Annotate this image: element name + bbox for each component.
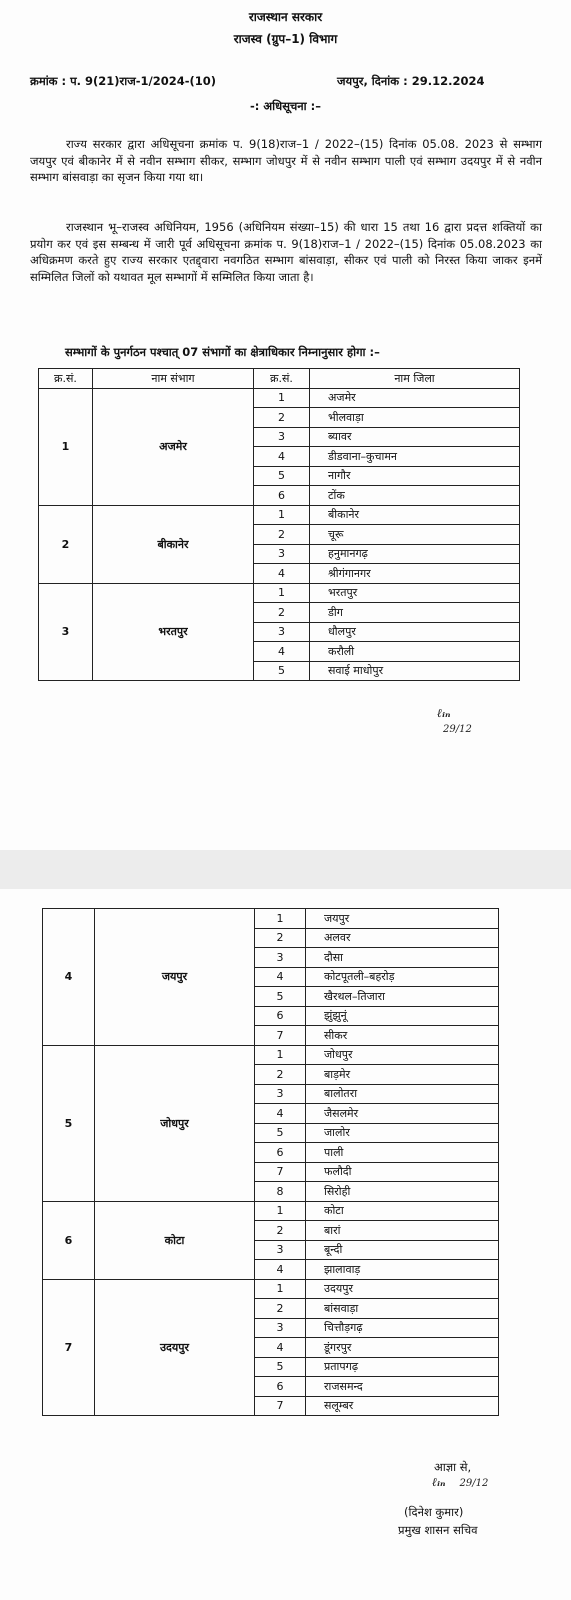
district-serial: 5: [254, 661, 310, 681]
division-serial: 7: [43, 1279, 95, 1416]
division-name: अजमेर: [93, 388, 254, 505]
district-name: नागौर: [310, 466, 520, 486]
district-serial: 4: [254, 564, 310, 584]
notice-title: -: अधिसूचना :–: [249, 99, 321, 113]
order-text: आज्ञा से,: [434, 1460, 472, 1474]
district-name: ब्यावर: [310, 427, 520, 447]
signatory-initial-signature: ℓᵢₙ 29/12: [432, 1475, 489, 1489]
header-district-sno: क्र.सं.: [254, 369, 310, 389]
district-name: दौसा: [306, 948, 499, 968]
district-name: जैसलमेर: [306, 1104, 499, 1124]
district-name: झुंझुनूं: [306, 1006, 499, 1026]
division-name: जयपुर: [95, 909, 255, 1046]
table-row: [43, 1279, 499, 1299]
district-serial: 6: [254, 486, 310, 506]
district-name: भरतपुर: [310, 583, 520, 603]
district-serial: 6: [255, 1006, 306, 1026]
district-serial: 1: [254, 505, 310, 525]
division-name: जोधपुर: [95, 1045, 255, 1201]
district-name: खैरथल–तिजारा: [306, 987, 499, 1007]
district-name: जोधपुर: [306, 1045, 499, 1065]
table-row: [39, 388, 520, 408]
signatory-name: (दिनेश कुमार): [404, 1505, 464, 1519]
district-name: करौली: [310, 642, 520, 662]
district-serial: 7: [255, 1396, 306, 1416]
district-name: राजसमन्द: [306, 1377, 499, 1397]
district-serial: 2: [255, 1221, 306, 1241]
district-name: चूरू: [310, 525, 520, 545]
district-name: उदयपुर: [306, 1279, 499, 1299]
place-date: जयपुर, दिनांक : 29.12.2024: [337, 74, 485, 88]
district-name: बारां: [306, 1221, 499, 1241]
district-serial: 1: [254, 388, 310, 408]
reference-number: क्रमांक : प. 9(21)राज-1/2024-(10): [30, 74, 217, 88]
district-serial: 2: [255, 928, 306, 948]
district-name: जयपुर: [306, 909, 499, 929]
district-serial: 1: [255, 909, 306, 929]
district-serial: 1: [255, 1279, 306, 1299]
paragraph-2: राजस्थान भू–राजस्व अधिनियम, 1956 (अधिनियम संख्या–15) की धारा 15 तथा 16 द्वारा प्रदत्त शक्तियों का प्रयोग कर एवं इस सम्बन्ध में जारी पूर्व अधिसूचना क्रमांक प. 9(18)राज–1 / 2022–(15) दिनांक 05.08.2023 का अधिक्रमण करते हुए राज्य सरकार एतद्द्वारा नवगठित सम्भाग बांसवाड़ा, सीकर एवं पाली को निरस्त किया जाकर इनमें सम्मिलित जिलों को यथावत मूल सम्भागों में सम्मिलित किया जाता है।: [30, 220, 542, 284]
district-name: बीकानेर: [310, 505, 520, 525]
district-name: सवाई माधोपुर: [310, 661, 520, 681]
district-name: अजमेर: [310, 388, 520, 408]
table-row: [43, 1201, 499, 1221]
district-name: चित्तौड़गढ़: [306, 1318, 499, 1338]
table-row: [39, 505, 520, 525]
district-name: झालावाड़: [306, 1260, 499, 1280]
district-serial: 3: [255, 948, 306, 968]
divisions-table-part-1: [38, 368, 520, 681]
district-serial: 1: [255, 1045, 306, 1065]
header-district-name: नाम जिला: [310, 369, 520, 389]
divisions-table-part-2: [42, 908, 499, 1416]
district-name: कोटपूतली–बहरोड़: [306, 967, 499, 987]
header-sno: क्र.सं.: [39, 369, 93, 389]
district-name: कोटा: [306, 1201, 499, 1221]
division-serial: 5: [43, 1045, 95, 1201]
district-name: टोंक: [310, 486, 520, 506]
district-serial: 3: [255, 1318, 306, 1338]
district-name: बालोतरा: [306, 1084, 499, 1104]
district-serial: 4: [254, 447, 310, 467]
district-serial: 3: [255, 1084, 306, 1104]
district-name: अलवर: [306, 928, 499, 948]
district-serial: 3: [255, 1240, 306, 1260]
district-serial: 1: [255, 1201, 306, 1221]
district-serial: 4: [254, 642, 310, 662]
district-serial: 4: [255, 1260, 306, 1280]
district-name: डूंगरपुर: [306, 1338, 499, 1358]
division-serial: 3: [39, 583, 93, 681]
district-name: भीलवाड़ा: [310, 408, 520, 428]
district-name: श्रीगंगानगर: [310, 564, 520, 584]
district-serial: 4: [255, 967, 306, 987]
district-name: सीकर: [306, 1026, 499, 1046]
district-serial: 2: [255, 1299, 306, 1319]
district-name: सिरोही: [306, 1182, 499, 1202]
signatory-title: प्रमुख शासन सचिव: [398, 1523, 478, 1537]
district-serial: 5: [255, 1123, 306, 1143]
district-name: जालोर: [306, 1123, 499, 1143]
district-name: फलौदी: [306, 1162, 499, 1182]
district-serial: 2: [255, 1065, 306, 1085]
district-serial: 2: [254, 603, 310, 623]
district-serial: 5: [255, 987, 306, 1007]
district-serial: 5: [254, 466, 310, 486]
district-name: बांसवाड़ा: [306, 1299, 499, 1319]
district-name: हनुमानगढ़: [310, 544, 520, 564]
division-serial: 2: [39, 505, 93, 583]
table-row: [43, 909, 499, 929]
district-name: बून्दी: [306, 1240, 499, 1260]
district-serial: 8: [255, 1182, 306, 1202]
district-serial: 7: [255, 1026, 306, 1046]
district-serial: 5: [255, 1357, 306, 1377]
table-header-row: [39, 369, 520, 389]
district-name: डीडवाना–कुचामन: [310, 447, 520, 467]
division-serial: 1: [39, 388, 93, 505]
division-name: उदयपुर: [95, 1279, 255, 1416]
district-name: डीग: [310, 603, 520, 623]
table-row: [43, 1045, 499, 1065]
division-name: कोटा: [95, 1201, 255, 1279]
district-name: बाड़मेर: [306, 1065, 499, 1085]
district-serial: 1: [254, 583, 310, 603]
district-serial: 3: [254, 622, 310, 642]
department-title: राजस्व (ग्रुप–1) विभाग: [233, 32, 338, 46]
table-row: [39, 583, 520, 603]
paragraph-1: राज्य सरकार द्वारा अधिसूचना क्रमांक प. 9(18)राज–1 / 2022–(15) दिनांक 05.08. 2023 से सम्भाग जयपुर एवं बीकानेर में से नवीन सम्भाग सीकर, सम्भाग जोधपुर में से नवीन सम्भाग पाली एवं सम्भाग उदयपुर में से नवीन सम्भाग बांसवाड़ा का सृजन किया गया था।: [30, 137, 542, 184]
initial-signature: ℓᵢₙ 29/12: [437, 706, 472, 735]
district-serial: 7: [255, 1162, 306, 1182]
district-serial: 6: [255, 1377, 306, 1397]
district-name: धौलपुर: [310, 622, 520, 642]
division-name: भरतपुर: [93, 583, 254, 681]
header-division-name: नाम संभाग: [93, 369, 254, 389]
division-serial: 6: [43, 1201, 95, 1279]
district-serial: 2: [254, 408, 310, 428]
district-serial: 4: [255, 1338, 306, 1358]
district-name: प्रतापगढ़: [306, 1357, 499, 1377]
document-page-2: [0, 889, 571, 1600]
division-name: बीकानेर: [93, 505, 254, 583]
district-serial: 6: [255, 1143, 306, 1163]
district-serial: 3: [254, 427, 310, 447]
district-serial: 3: [254, 544, 310, 564]
district-serial: 4: [255, 1104, 306, 1124]
district-serial: 2: [254, 525, 310, 545]
table-caption: सम्भागों के पुनर्गठन पश्चात् 07 संभागों का क्षेत्राधिकार निम्नानुसार होगा :–: [65, 345, 380, 359]
division-serial: 4: [43, 909, 95, 1046]
government-title: राजस्थान सरकार: [248, 10, 323, 24]
district-name: सलूम्बर: [306, 1396, 499, 1416]
district-name: पाली: [306, 1143, 499, 1163]
